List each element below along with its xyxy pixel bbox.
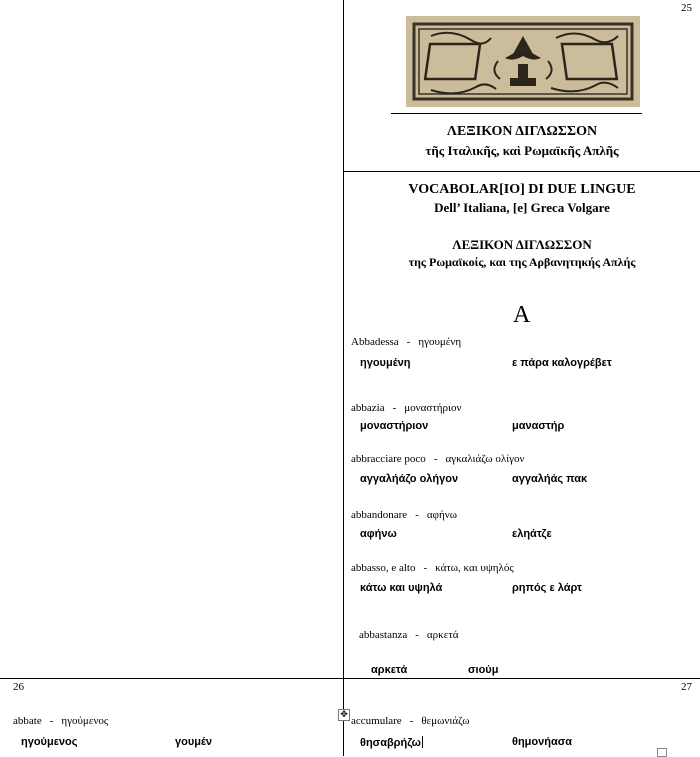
entry-greek: αγκαλιάζω ολίγον (445, 453, 525, 465)
page27-bold-left-text: θησαβρήζω (360, 737, 421, 749)
page27-entry-line (351, 711, 469, 729)
entry-italian: abbasso, e alto (351, 562, 416, 574)
entry-italian: abbazia (351, 402, 385, 414)
italian-subtitle: Dell’ Italiana, [e] Greca Volgare (434, 200, 610, 215)
italian-title: VOCABOLAR[IO] DI DUE LINGUE (408, 182, 636, 197)
ornament-image (406, 16, 640, 107)
entry-5-bold-left: αρκετά (371, 664, 408, 676)
page27-bold-left[interactable] (360, 736, 423, 749)
table-move-handle-icon[interactable]: ✥ (338, 709, 350, 721)
entry-1-bold-right: μαναστήρ (512, 420, 565, 432)
page26-bold-right: γουμέν (175, 736, 213, 748)
entry-4-bold-left: κάτω και υψηλά (360, 582, 443, 594)
entry-italian: abbate (13, 715, 42, 727)
entry-5-bold-right: σιούμ (468, 664, 499, 676)
entry-2-bold-left: αγγαλήάζο ολήγον (360, 473, 459, 485)
page-number-27: 27 (681, 681, 692, 693)
entry-greek: αφήνω (426, 509, 457, 521)
title-separator (344, 171, 700, 172)
page-number-25: 25 (681, 2, 692, 14)
entry-greek: θεμωνιάζω (421, 715, 470, 727)
entry-dash: - (433, 453, 438, 465)
entry-0-bold-left: ηγουμένη (360, 357, 411, 369)
entry-0-line (351, 332, 461, 350)
entry-dash: - (49, 715, 54, 727)
entry-1-bold-left: μοναστήριον (360, 420, 429, 432)
entry-5-line (359, 625, 459, 643)
ornament-underline (391, 113, 642, 114)
entry-dash: - (423, 562, 428, 574)
entry-italian: abbandonare (351, 509, 408, 521)
page27-bold-right: θημονήασα (512, 736, 573, 748)
entry-greek: κάτω, και υψηλός (435, 562, 514, 574)
entry-italian: Abbadessa (351, 336, 399, 348)
entry-3-bold-left: αφήνω (360, 528, 397, 540)
page-divider-vertical (343, 0, 344, 756)
entry-italian: accumulare (351, 715, 402, 727)
greek-title: ΛΕΞΙΚΟΝ ΔΙΓΛΩΣΣΟΝ (446, 124, 598, 139)
entry-dash: - (409, 715, 414, 727)
entry-dash: - (415, 509, 419, 521)
entry-dash: - (392, 402, 397, 414)
entry-dash: - (406, 336, 411, 348)
entry-3-bold-right: εληάτζε (512, 528, 552, 540)
section-letter: A (513, 302, 531, 328)
text-cursor (422, 736, 423, 748)
entry-4-line (351, 558, 514, 576)
entry-greek: αρκετά (426, 629, 459, 641)
greek-title-2: ΛΕΞΙΚΟΝ ΔΙΓΛΩΣΣΟΝ (452, 237, 592, 252)
entry-2-bold-right: αγγαλήάς πακ (512, 473, 588, 485)
entry-4-bold-right: ρηπός ε λάρτ (512, 582, 582, 594)
entry-italian: abbastanza (359, 629, 408, 641)
entry-greek: μοναστήριον (404, 402, 462, 414)
entry-0-bold-right: ε πάρα καλογρέβετ (512, 357, 612, 369)
ornament-drawing (406, 16, 640, 107)
page26-entry-line (13, 711, 108, 729)
greek-subtitle: τῆς Ιταλικῆς, καὶ Ρωμαϊκῆς Απλῆς (425, 143, 619, 158)
entry-italian: abbracciare poco (351, 453, 426, 465)
greek-subtitle-2: της Ρωμαϊκοίς, και της Αρβανητηκής Απλής (408, 255, 636, 269)
page26-bold-left: ηγούμενος (21, 736, 78, 748)
entry-greek: ηγούμενος (61, 715, 109, 727)
entry-dash: - (415, 629, 419, 641)
page-number-26: 26 (13, 681, 24, 693)
entry-greek: ηγουμένη (418, 336, 462, 348)
entry-1-line (351, 398, 461, 416)
entry-3-line (351, 505, 457, 523)
page-divider-horizontal (0, 678, 700, 679)
entry-2-line (351, 449, 525, 467)
